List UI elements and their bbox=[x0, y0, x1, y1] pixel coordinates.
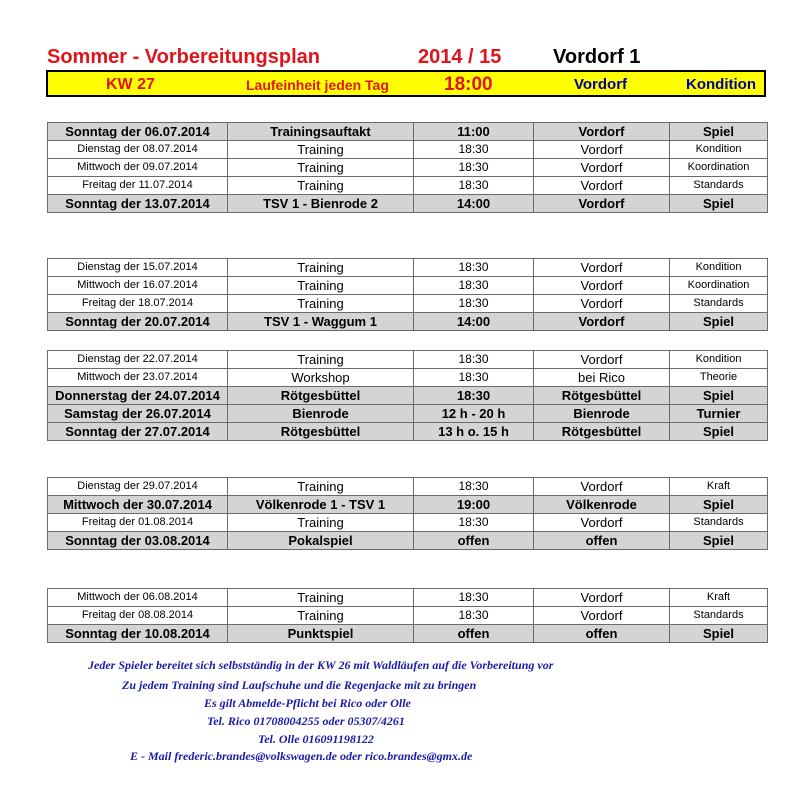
cell-place: Vordorf bbox=[534, 313, 670, 331]
cell-time: 18:30 bbox=[414, 351, 534, 369]
cell-place: Vordorf bbox=[534, 259, 670, 277]
cell-type: Spiel bbox=[670, 195, 768, 213]
cell-date: Mittwoch der 23.07.2014 bbox=[48, 369, 228, 387]
cell-date: Dienstag der 08.07.2014 bbox=[48, 141, 228, 159]
schedule-row bbox=[48, 177, 768, 195]
cell-type: Kraft bbox=[670, 478, 768, 496]
schedule-row bbox=[48, 277, 768, 295]
kw-bar bbox=[46, 70, 766, 97]
cell-type: Kondition bbox=[670, 259, 768, 277]
cell-event: Training bbox=[228, 259, 414, 277]
cell-date: Samstag der 26.07.2014 bbox=[48, 405, 228, 423]
cell-place: Vordorf bbox=[534, 351, 670, 369]
cell-time: 19:00 bbox=[414, 496, 534, 514]
cell-time: 18:30 bbox=[414, 369, 534, 387]
schedule-row bbox=[48, 295, 768, 313]
note-line: Jeder Spieler bereitet sich selbstständig in der KW 26 mit Waldläufen auf die Vorbereitung vor bbox=[88, 658, 554, 672]
cell-time: 18:30 bbox=[414, 277, 534, 295]
cell-time: 12 h - 20 h bbox=[414, 405, 534, 423]
week-table bbox=[47, 258, 768, 331]
schedule-row bbox=[48, 123, 768, 141]
cell-event: TSV 1 - Waggum 1 bbox=[228, 313, 414, 331]
cell-date: Freitag der 08.08.2014 bbox=[48, 607, 228, 625]
season-label: 2014 / 15 bbox=[418, 46, 502, 68]
cell-date: Mittwoch der 30.07.2014 bbox=[48, 496, 228, 514]
team-label: Vordorf 1 bbox=[553, 46, 641, 68]
cell-type: Kraft bbox=[670, 589, 768, 607]
cell-type: Turnier bbox=[670, 405, 768, 423]
cell-time: 18:30 bbox=[414, 177, 534, 195]
cell-date: Freitag der 18.07.2014 bbox=[48, 295, 228, 313]
week-table bbox=[47, 350, 768, 441]
schedule-row bbox=[48, 159, 768, 177]
cell-time: 18:30 bbox=[414, 141, 534, 159]
cell-event: Bienrode bbox=[228, 405, 414, 423]
cell-type: Standards bbox=[670, 607, 768, 625]
cell-time: 11:00 bbox=[414, 123, 534, 141]
schedule-row bbox=[48, 478, 768, 496]
cell-event: Training bbox=[228, 159, 414, 177]
week-table bbox=[47, 477, 768, 550]
schedule-row bbox=[48, 625, 768, 643]
cell-type: Kondition bbox=[670, 351, 768, 369]
cell-event: Training bbox=[228, 478, 414, 496]
cell-place: offen bbox=[534, 625, 670, 643]
cell-place: Völkenrode bbox=[534, 496, 670, 514]
cell-type: Kondition bbox=[670, 141, 768, 159]
cell-place: Vordorf bbox=[534, 295, 670, 313]
cell-date: Freitag der 11.07.2014 bbox=[48, 177, 228, 195]
cell-event: Pokalspiel bbox=[228, 532, 414, 550]
cell-type: Spiel bbox=[670, 123, 768, 141]
cell-date: Dienstag der 29.07.2014 bbox=[48, 478, 228, 496]
cell-event: Rötgesbüttel bbox=[228, 387, 414, 405]
schedule-row bbox=[48, 496, 768, 514]
schedule-row bbox=[48, 387, 768, 405]
cell-date: Freitag der 01.08.2014 bbox=[48, 514, 228, 532]
cell-time: 18:30 bbox=[414, 159, 534, 177]
week-table bbox=[47, 122, 768, 213]
schedule-row bbox=[48, 423, 768, 441]
cell-type: Spiel bbox=[670, 423, 768, 441]
schedule-row bbox=[48, 351, 768, 369]
plan-title: Sommer - Vorbereitungsplan bbox=[47, 46, 321, 68]
cell-type: Spiel bbox=[670, 532, 768, 550]
cell-time: 18:30 bbox=[414, 589, 534, 607]
schedule-row bbox=[48, 514, 768, 532]
cell-type: Spiel bbox=[670, 387, 768, 405]
cell-event: Training bbox=[228, 589, 414, 607]
cell-event: Rötgesbüttel bbox=[228, 423, 414, 441]
note-line: E - Mail frederic.brandes@volkswagen.de oder rico.brandes@gmx.de bbox=[130, 749, 473, 763]
schedule-row bbox=[48, 195, 768, 213]
cell-type: Spiel bbox=[670, 625, 768, 643]
cell-date: Dienstag der 15.07.2014 bbox=[48, 259, 228, 277]
kw-type: Kondition bbox=[686, 76, 756, 93]
cell-type: Standards bbox=[670, 514, 768, 532]
cell-type: Koordination bbox=[670, 277, 768, 295]
cell-time: 14:00 bbox=[414, 313, 534, 331]
cell-place: Vordorf bbox=[534, 514, 670, 532]
cell-place: Vordorf bbox=[534, 177, 670, 195]
cell-place: Vordorf bbox=[534, 607, 670, 625]
schedule-row bbox=[48, 369, 768, 387]
cell-event: Training bbox=[228, 514, 414, 532]
cell-time: 18:30 bbox=[414, 259, 534, 277]
cell-place: Vordorf bbox=[534, 159, 670, 177]
cell-date: Donnerstag der 24.07.2014 bbox=[48, 387, 228, 405]
cell-time: 13 h o. 15 h bbox=[414, 423, 534, 441]
schedule-row bbox=[48, 532, 768, 550]
cell-date: Sonntag der 13.07.2014 bbox=[48, 195, 228, 213]
note-line: Tel. Olle 016091198122 bbox=[258, 732, 374, 746]
cell-date: Mittwoch der 06.08.2014 bbox=[48, 589, 228, 607]
schedule-row bbox=[48, 405, 768, 423]
cell-event: Training bbox=[228, 277, 414, 295]
cell-date: Sonntag der 27.07.2014 bbox=[48, 423, 228, 441]
note-line: Tel. Rico 01708004255 oder 05307/4261 bbox=[207, 714, 405, 728]
cell-place: Vordorf bbox=[534, 195, 670, 213]
cell-event: TSV 1 - Bienrode 2 bbox=[228, 195, 414, 213]
cell-event: Training bbox=[228, 141, 414, 159]
cell-time: offen bbox=[414, 532, 534, 550]
cell-time: 14:00 bbox=[414, 195, 534, 213]
note-line: Es gilt Abmelde-Pflicht bei Rico oder Olle bbox=[204, 696, 411, 710]
cell-date: Mittwoch der 16.07.2014 bbox=[48, 277, 228, 295]
week-table bbox=[47, 588, 768, 643]
cell-time: 18:30 bbox=[414, 295, 534, 313]
cell-place: Vordorf bbox=[534, 123, 670, 141]
cell-place: Vordorf bbox=[534, 589, 670, 607]
cell-time: offen bbox=[414, 625, 534, 643]
cell-time: 18:30 bbox=[414, 478, 534, 496]
schedule-row bbox=[48, 259, 768, 277]
cell-place: Vordorf bbox=[534, 277, 670, 295]
schedule-row bbox=[48, 141, 768, 159]
cell-type: Standards bbox=[670, 177, 768, 195]
cell-date: Sonntag der 10.08.2014 bbox=[48, 625, 228, 643]
kw-week: KW 27 bbox=[106, 76, 155, 93]
cell-place: Rötgesbüttel bbox=[534, 423, 670, 441]
cell-event: Trainingsauftakt bbox=[228, 123, 414, 141]
schedule-row bbox=[48, 589, 768, 607]
kw-text: Laufeinheit jeden Tag bbox=[246, 77, 389, 93]
cell-place: Vordorf bbox=[534, 478, 670, 496]
cell-time: 18:30 bbox=[414, 514, 534, 532]
note-line: Zu jedem Training sind Laufschuhe und die Regenjacke mit zu bringen bbox=[122, 678, 477, 692]
cell-place: Vordorf bbox=[534, 141, 670, 159]
cell-place: Bienrode bbox=[534, 405, 670, 423]
cell-type: Spiel bbox=[670, 496, 768, 514]
cell-date: Sonntag der 03.08.2014 bbox=[48, 532, 228, 550]
cell-type: Spiel bbox=[670, 313, 768, 331]
cell-event: Punktspiel bbox=[228, 625, 414, 643]
cell-date: Dienstag der 22.07.2014 bbox=[48, 351, 228, 369]
cell-date: Mittwoch der 09.07.2014 bbox=[48, 159, 228, 177]
cell-time: 18:30 bbox=[414, 387, 534, 405]
cell-date: Sonntag der 06.07.2014 bbox=[48, 123, 228, 141]
cell-place: Rötgesbüttel bbox=[534, 387, 670, 405]
cell-place: offen bbox=[534, 532, 670, 550]
cell-date: Sonntag der 20.07.2014 bbox=[48, 313, 228, 331]
schedule-row bbox=[48, 607, 768, 625]
cell-event: Workshop bbox=[228, 369, 414, 387]
cell-type: Standards bbox=[670, 295, 768, 313]
cell-place: bei Rico bbox=[534, 369, 670, 387]
cell-type: Koordination bbox=[670, 159, 768, 177]
kw-place: Vordorf bbox=[574, 76, 628, 93]
cell-event: Training bbox=[228, 351, 414, 369]
cell-event: Völkenrode 1 - TSV 1 bbox=[228, 496, 414, 514]
cell-event: Training bbox=[228, 295, 414, 313]
cell-time: 18:30 bbox=[414, 607, 534, 625]
cell-event: Training bbox=[228, 607, 414, 625]
schedule-row bbox=[48, 313, 768, 331]
kw-time: 18:00 bbox=[444, 74, 493, 95]
cell-event: Training bbox=[228, 177, 414, 195]
cell-type: Theorie bbox=[670, 369, 768, 387]
